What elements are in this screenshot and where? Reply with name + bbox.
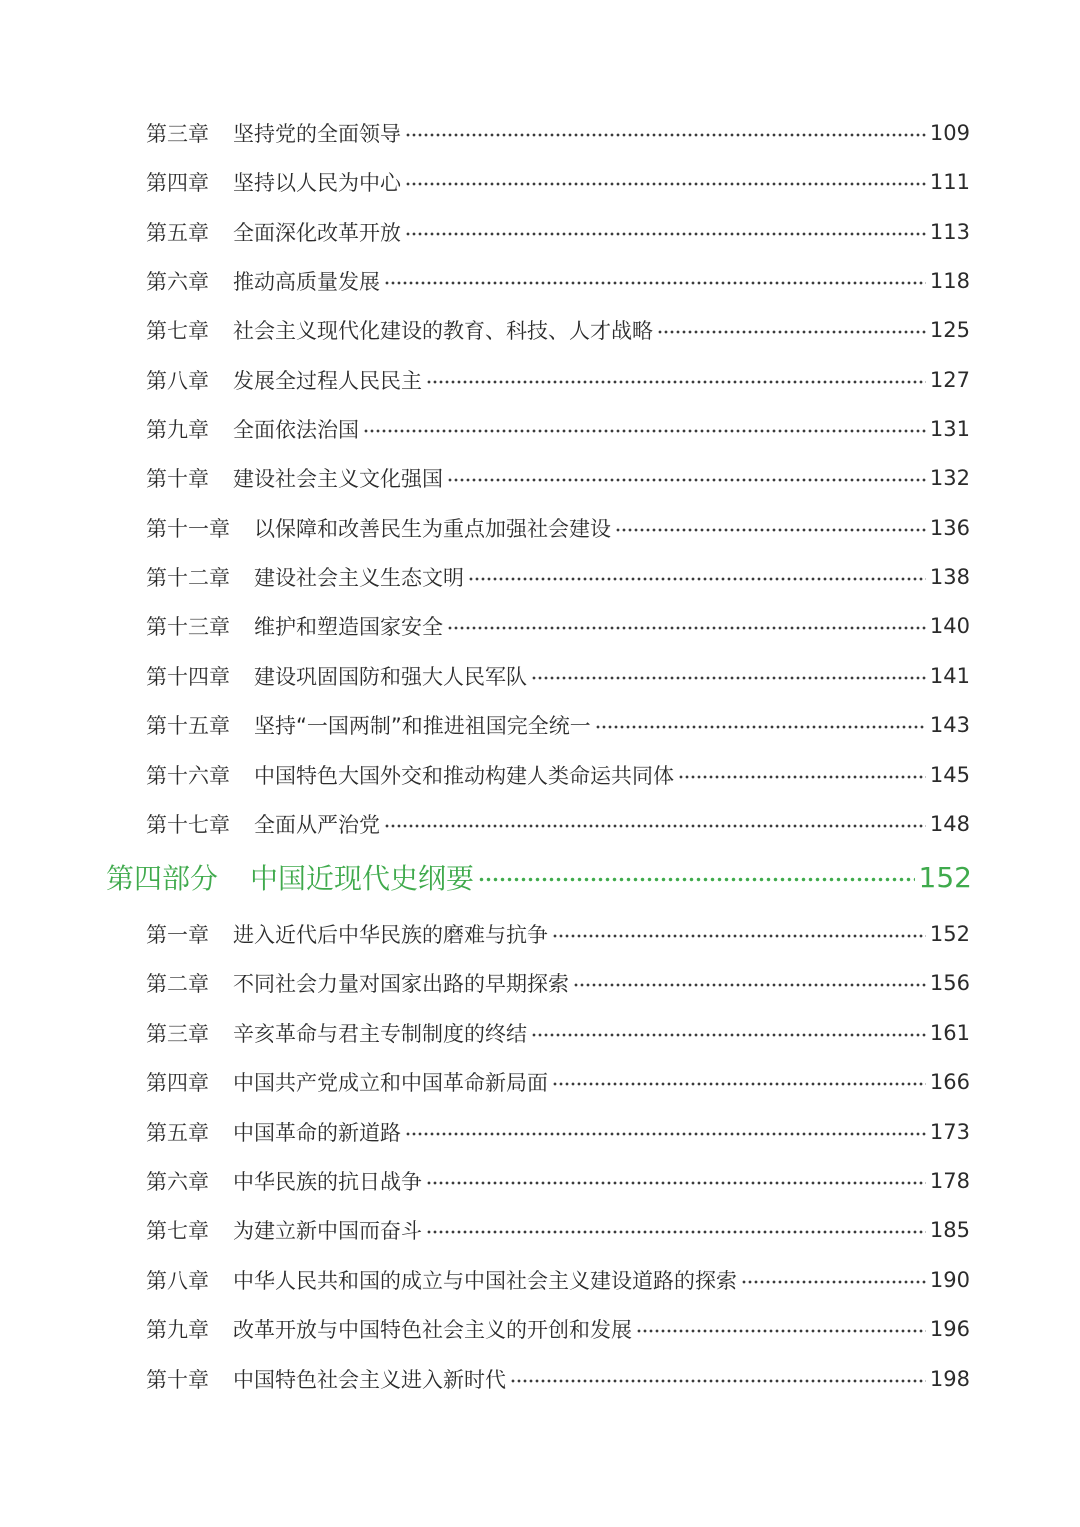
chapter-number: 第五章 [146,1121,209,1145]
chapter-number: 第十一章 [146,517,230,541]
chapter-number: 第十四章 [146,665,230,689]
page-number: 109 [929,121,970,145]
chapter-number: 第六章 [146,270,209,294]
toc-entry[interactable] [146,115,970,151]
dot-leader [657,330,926,334]
dot-leader [531,1033,926,1037]
page-number: 152 [918,860,972,894]
chapter-number: 第四章 [146,171,209,195]
page-number: 196 [929,1317,970,1341]
page-number: 111 [929,170,970,194]
chapter-title: 维护和塑造国家安全 [254,615,443,639]
page-number: 198 [929,1367,970,1391]
chapter-number: 第九章 [146,1318,209,1342]
toc-entry[interactable] [146,1015,970,1051]
toc-entry[interactable] [146,1212,970,1248]
chapter-number: 第九章 [146,418,209,442]
chapter-title: 建设社会主义文化强国 [233,467,443,491]
chapter-number: 第七章 [146,319,209,343]
chapter-title: 全面依法治国 [233,418,359,442]
chapter-title: 中国革命的新道路 [233,1121,401,1145]
chapter-number: 第五章 [146,221,209,245]
chapter-title: 中国共产党成立和中国革命新局面 [233,1071,548,1095]
dot-leader [468,577,926,581]
chapter-number: 第十章 [146,1368,209,1392]
chapter-title: 不同社会力量对国家出路的早期探索 [233,972,569,996]
page-number: 141 [929,664,970,688]
page-number: 148 [929,812,970,836]
chapter-title: 社会主义现代化建设的教育、科技、人才战略 [233,319,653,343]
toc-entry[interactable] [146,164,970,200]
chapter-title: 中华民族的抗日战争 [233,1170,422,1194]
chapter-title: 坚持党的全面领导 [233,122,401,146]
page-number: 152 [929,922,970,946]
chapter-number: 第十二章 [146,566,230,590]
page-number: 190 [929,1268,970,1292]
toc-entry[interactable] [146,510,970,546]
toc-entry[interactable] [146,362,970,398]
page-number: 113 [929,220,970,244]
toc-entry[interactable] [146,806,970,842]
part-title: 中国近现代史纲要 [250,862,475,895]
chapter-title: 为建立新中国而奋斗 [233,1219,422,1243]
toc-entry[interactable] [146,1114,970,1150]
part-heading[interactable] [106,855,972,899]
chapter-title: 推动高质量发展 [233,270,380,294]
toc-entry[interactable] [146,214,970,250]
page-number: 125 [929,318,970,342]
chapter-number: 第三章 [146,122,209,146]
chapter-number: 第三章 [146,1022,209,1046]
chapter-title: 中华人民共和国的成立与中国社会主义建设道路的探索 [233,1269,737,1293]
chapter-title: 进入近代后中华民族的磨难与抗争 [233,923,548,947]
page-number: 118 [929,269,970,293]
toc-entry[interactable] [146,312,970,348]
chapter-title: 全面深化改革开放 [233,221,401,245]
dot-leader [447,478,926,482]
dot-leader [405,232,926,236]
dot-leader [405,182,926,186]
page-number: 178 [929,1169,970,1193]
page-number: 127 [929,368,970,392]
dot-leader [405,1132,926,1136]
page-number: 140 [929,614,970,638]
chapter-title: 建设巩固国防和强大人民军队 [254,665,527,689]
dot-leader [384,281,926,285]
dot-leader [678,775,926,779]
chapter-title: 坚持以人民为中心 [233,171,401,195]
dot-leader [405,133,926,137]
dot-leader [531,676,926,680]
toc-entry[interactable] [146,608,970,644]
toc-entry[interactable] [146,916,970,952]
dot-leader [595,725,926,729]
toc-entry[interactable] [146,1311,970,1347]
dot-leader [615,528,926,532]
toc-entry[interactable] [146,411,970,447]
dot-leader [478,877,915,882]
chapter-number: 第十章 [146,467,209,491]
chapter-number: 第七章 [146,1219,209,1243]
toc-entry[interactable] [146,263,970,299]
page-number: 136 [929,516,970,540]
toc-entry[interactable] [146,1163,970,1199]
dot-leader [573,983,926,987]
toc-entry[interactable] [146,1262,970,1298]
dot-leader [426,1181,926,1185]
chapter-title: 发展全过程人民民主 [233,369,422,393]
page-number: 145 [929,763,970,787]
toc-entry[interactable] [146,965,970,1001]
page-number: 173 [929,1120,970,1144]
page-number: 132 [929,466,970,490]
dot-leader [552,1082,926,1086]
chapter-number: 第十六章 [146,764,230,788]
dot-leader [363,429,926,433]
dot-leader [426,1230,926,1234]
dot-leader [741,1280,926,1284]
toc-entry[interactable] [146,707,970,743]
page-number: 156 [929,971,970,995]
chapter-number: 第十七章 [146,813,230,837]
chapter-number: 第八章 [146,369,209,393]
chapter-title: 以保障和改善民生为重点加强社会建设 [254,517,611,541]
page-number: 161 [929,1021,970,1045]
page-number: 138 [929,565,970,589]
chapter-title: 辛亥革命与君主专制制度的终结 [233,1022,527,1046]
chapter-number: 第十三章 [146,615,230,639]
dot-leader [447,626,926,630]
toc-entry[interactable] [146,1064,970,1100]
chapter-title: 改革开放与中国特色社会主义的开创和发展 [233,1318,632,1342]
toc-entry[interactable] [146,1361,970,1397]
toc-entry[interactable] [146,757,970,793]
part-number: 第四部分 [106,862,219,895]
page-number: 166 [929,1070,970,1094]
chapter-title: 坚持“一国两制”和推进祖国完全统一 [254,714,591,738]
page-number: 131 [929,417,970,441]
page-number: 185 [929,1218,970,1242]
toc-entry[interactable] [146,460,970,496]
chapter-number: 第二章 [146,972,209,996]
chapter-title: 全面从严治党 [254,813,380,837]
chapter-number: 第六章 [146,1170,209,1194]
dot-leader [552,934,926,938]
dot-leader [426,380,926,384]
chapter-number: 第四章 [146,1071,209,1095]
dot-leader [510,1379,926,1383]
chapter-number: 第一章 [146,923,209,947]
toc-entry[interactable] [146,658,970,694]
chapter-title: 中国特色大国外交和推动构建人类命运共同体 [254,764,674,788]
chapter-number: 第十五章 [146,714,230,738]
page-number: 143 [929,713,970,737]
chapter-title: 中国特色社会主义进入新时代 [233,1368,506,1392]
dot-leader [384,824,926,828]
chapter-number: 第八章 [146,1269,209,1293]
toc-entry[interactable] [146,559,970,595]
dot-leader [636,1329,926,1333]
chapter-title: 建设社会主义生态文明 [254,566,464,590]
